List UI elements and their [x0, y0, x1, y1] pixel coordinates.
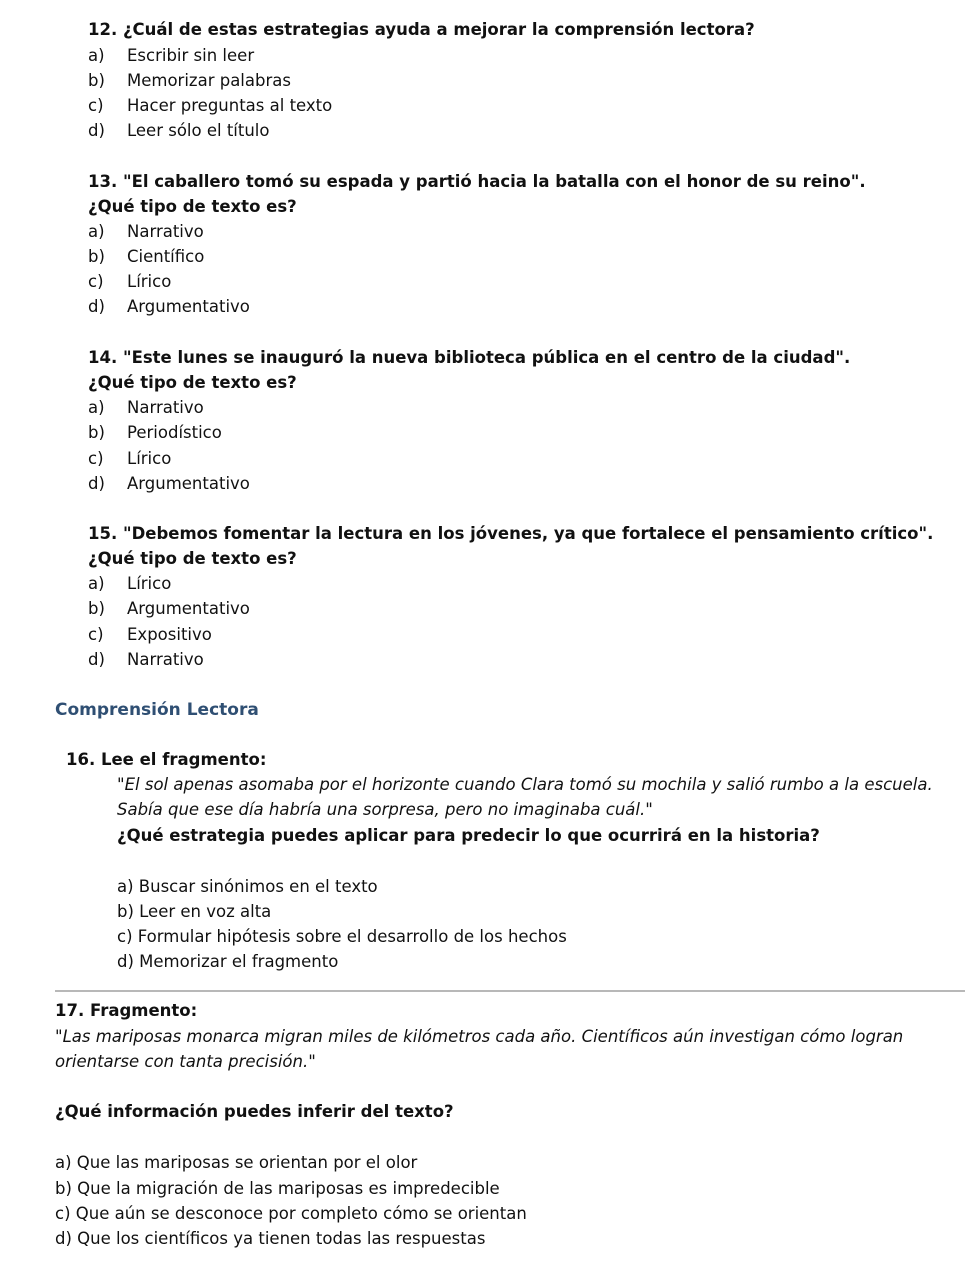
- q16-option-b: b) Leer en voz alta: [117, 902, 272, 921]
- option-text: Científico: [127, 247, 205, 266]
- q17-fragment-line: orientarse con tanta precisión.": [55, 1052, 316, 1071]
- q13-option-c: [88, 272, 171, 291]
- q13-title: 13. "El caballero tomó su espada y partió hacia la batalla con el honor de su reino".: [88, 172, 866, 191]
- option-text: Lírico: [127, 272, 172, 291]
- q16-title: 16. Lee el fragmento:: [66, 750, 267, 769]
- option-letter: a): [88, 398, 105, 417]
- q16-option-c: c) Formular hipótesis sobre el desarrollo de los hechos: [117, 927, 567, 946]
- q12-option-d: [88, 121, 270, 140]
- q13-option-b: [88, 247, 204, 266]
- q15-option-d: [88, 650, 204, 669]
- option-letter: a): [88, 222, 105, 241]
- q17-option-d: d) Que los científicos ya tienen todas las respuestas: [55, 1229, 486, 1248]
- option-letter: c): [88, 625, 104, 644]
- q14-option-c: [88, 449, 171, 468]
- q16-question: ¿Qué estrategia puedes aplicar para predecir lo que ocurrirá en la historia?: [117, 826, 820, 845]
- q14-option-b: [88, 423, 222, 442]
- option-letter: d): [88, 121, 105, 140]
- q12-title: 12. ¿Cuál de estas estrategias ayuda a mejorar la comprensión lectora?: [88, 20, 755, 39]
- q16-fragment-line: Sabía que ese día habría una sorpresa, pero no imaginaba cuál.": [117, 800, 653, 819]
- option-text: Argumentativo: [127, 474, 250, 493]
- option-text: Narrativo: [127, 650, 204, 669]
- option-text: Escribir sin leer: [127, 46, 255, 65]
- option-text: Lírico: [127, 449, 172, 468]
- q17-option-c: c) Que aún se desconoce por completo cómo se orientan: [55, 1204, 527, 1223]
- option-letter: b): [88, 599, 105, 618]
- section-divider: [55, 990, 965, 992]
- q16-option-d: d) Memorizar el fragmento: [117, 952, 339, 971]
- q15-title: 15. "Debemos fomentar la lectura en los jóvenes, ya que fortalece el pensamiento crítico".: [88, 524, 934, 543]
- option-text: Expositivo: [127, 625, 212, 644]
- q14-option-a: [88, 398, 204, 417]
- option-letter: d): [88, 474, 105, 493]
- section-heading: Comprensión Lectora: [55, 700, 259, 720]
- option-text: Narrativo: [127, 398, 204, 417]
- q15-option-b: [88, 599, 250, 618]
- option-letter: d): [88, 297, 105, 316]
- option-letter: c): [88, 272, 104, 291]
- q14-question: ¿Qué tipo de texto es?: [88, 373, 297, 392]
- option-letter: a): [88, 46, 105, 65]
- option-text: Periodístico: [127, 423, 222, 442]
- q12-option-c: [88, 96, 332, 115]
- option-letter: b): [88, 423, 105, 442]
- option-text: Memorizar palabras: [127, 71, 291, 90]
- q12-option-a: [88, 46, 254, 65]
- q13-question: ¿Qué tipo de texto es?: [88, 197, 297, 216]
- q15-question: ¿Qué tipo de texto es?: [88, 549, 297, 568]
- q14-title: 14. "Este lunes se inauguró la nueva biblioteca pública en el centro de la ciudad".: [88, 348, 851, 367]
- option-letter: b): [88, 247, 105, 266]
- option-text: Leer sólo el título: [127, 121, 270, 140]
- option-letter: c): [88, 96, 104, 115]
- option-letter: d): [88, 650, 105, 669]
- option-text: Narrativo: [127, 222, 204, 241]
- option-text: Hacer preguntas al texto: [127, 96, 333, 115]
- q16-option-a: a) Buscar sinónimos en el texto: [117, 877, 378, 896]
- q15-option-c: [88, 625, 212, 644]
- option-text: Argumentativo: [127, 297, 250, 316]
- q17-option-b: b) Que la migración de las mariposas es impredecible: [55, 1179, 500, 1198]
- q16-fragment-line: "El sol apenas asomaba por el horizonte cuando Clara tomó su mochila y salió rumbo a la escuela.: [117, 775, 933, 794]
- option-letter: b): [88, 71, 105, 90]
- option-letter: c): [88, 449, 104, 468]
- q17-title: 17. Fragmento:: [55, 1001, 198, 1020]
- q13-option-d: [88, 297, 250, 316]
- option-text: Lírico: [127, 574, 172, 593]
- q12-option-b: [88, 71, 291, 90]
- q13-option-a: [88, 222, 204, 241]
- q14-option-d: [88, 474, 250, 493]
- q17-option-a: a) Que las mariposas se orientan por el olor: [55, 1153, 418, 1172]
- q17-fragment-line: "Las mariposas monarca migran miles de kilómetros cada año. Científicos aún investigan cómo logran: [55, 1027, 904, 1046]
- option-text: Argumentativo: [127, 599, 250, 618]
- option-letter: a): [88, 574, 105, 593]
- q15-option-a: [88, 574, 171, 593]
- q17-question: ¿Qué información puedes inferir del texto?: [55, 1102, 454, 1121]
